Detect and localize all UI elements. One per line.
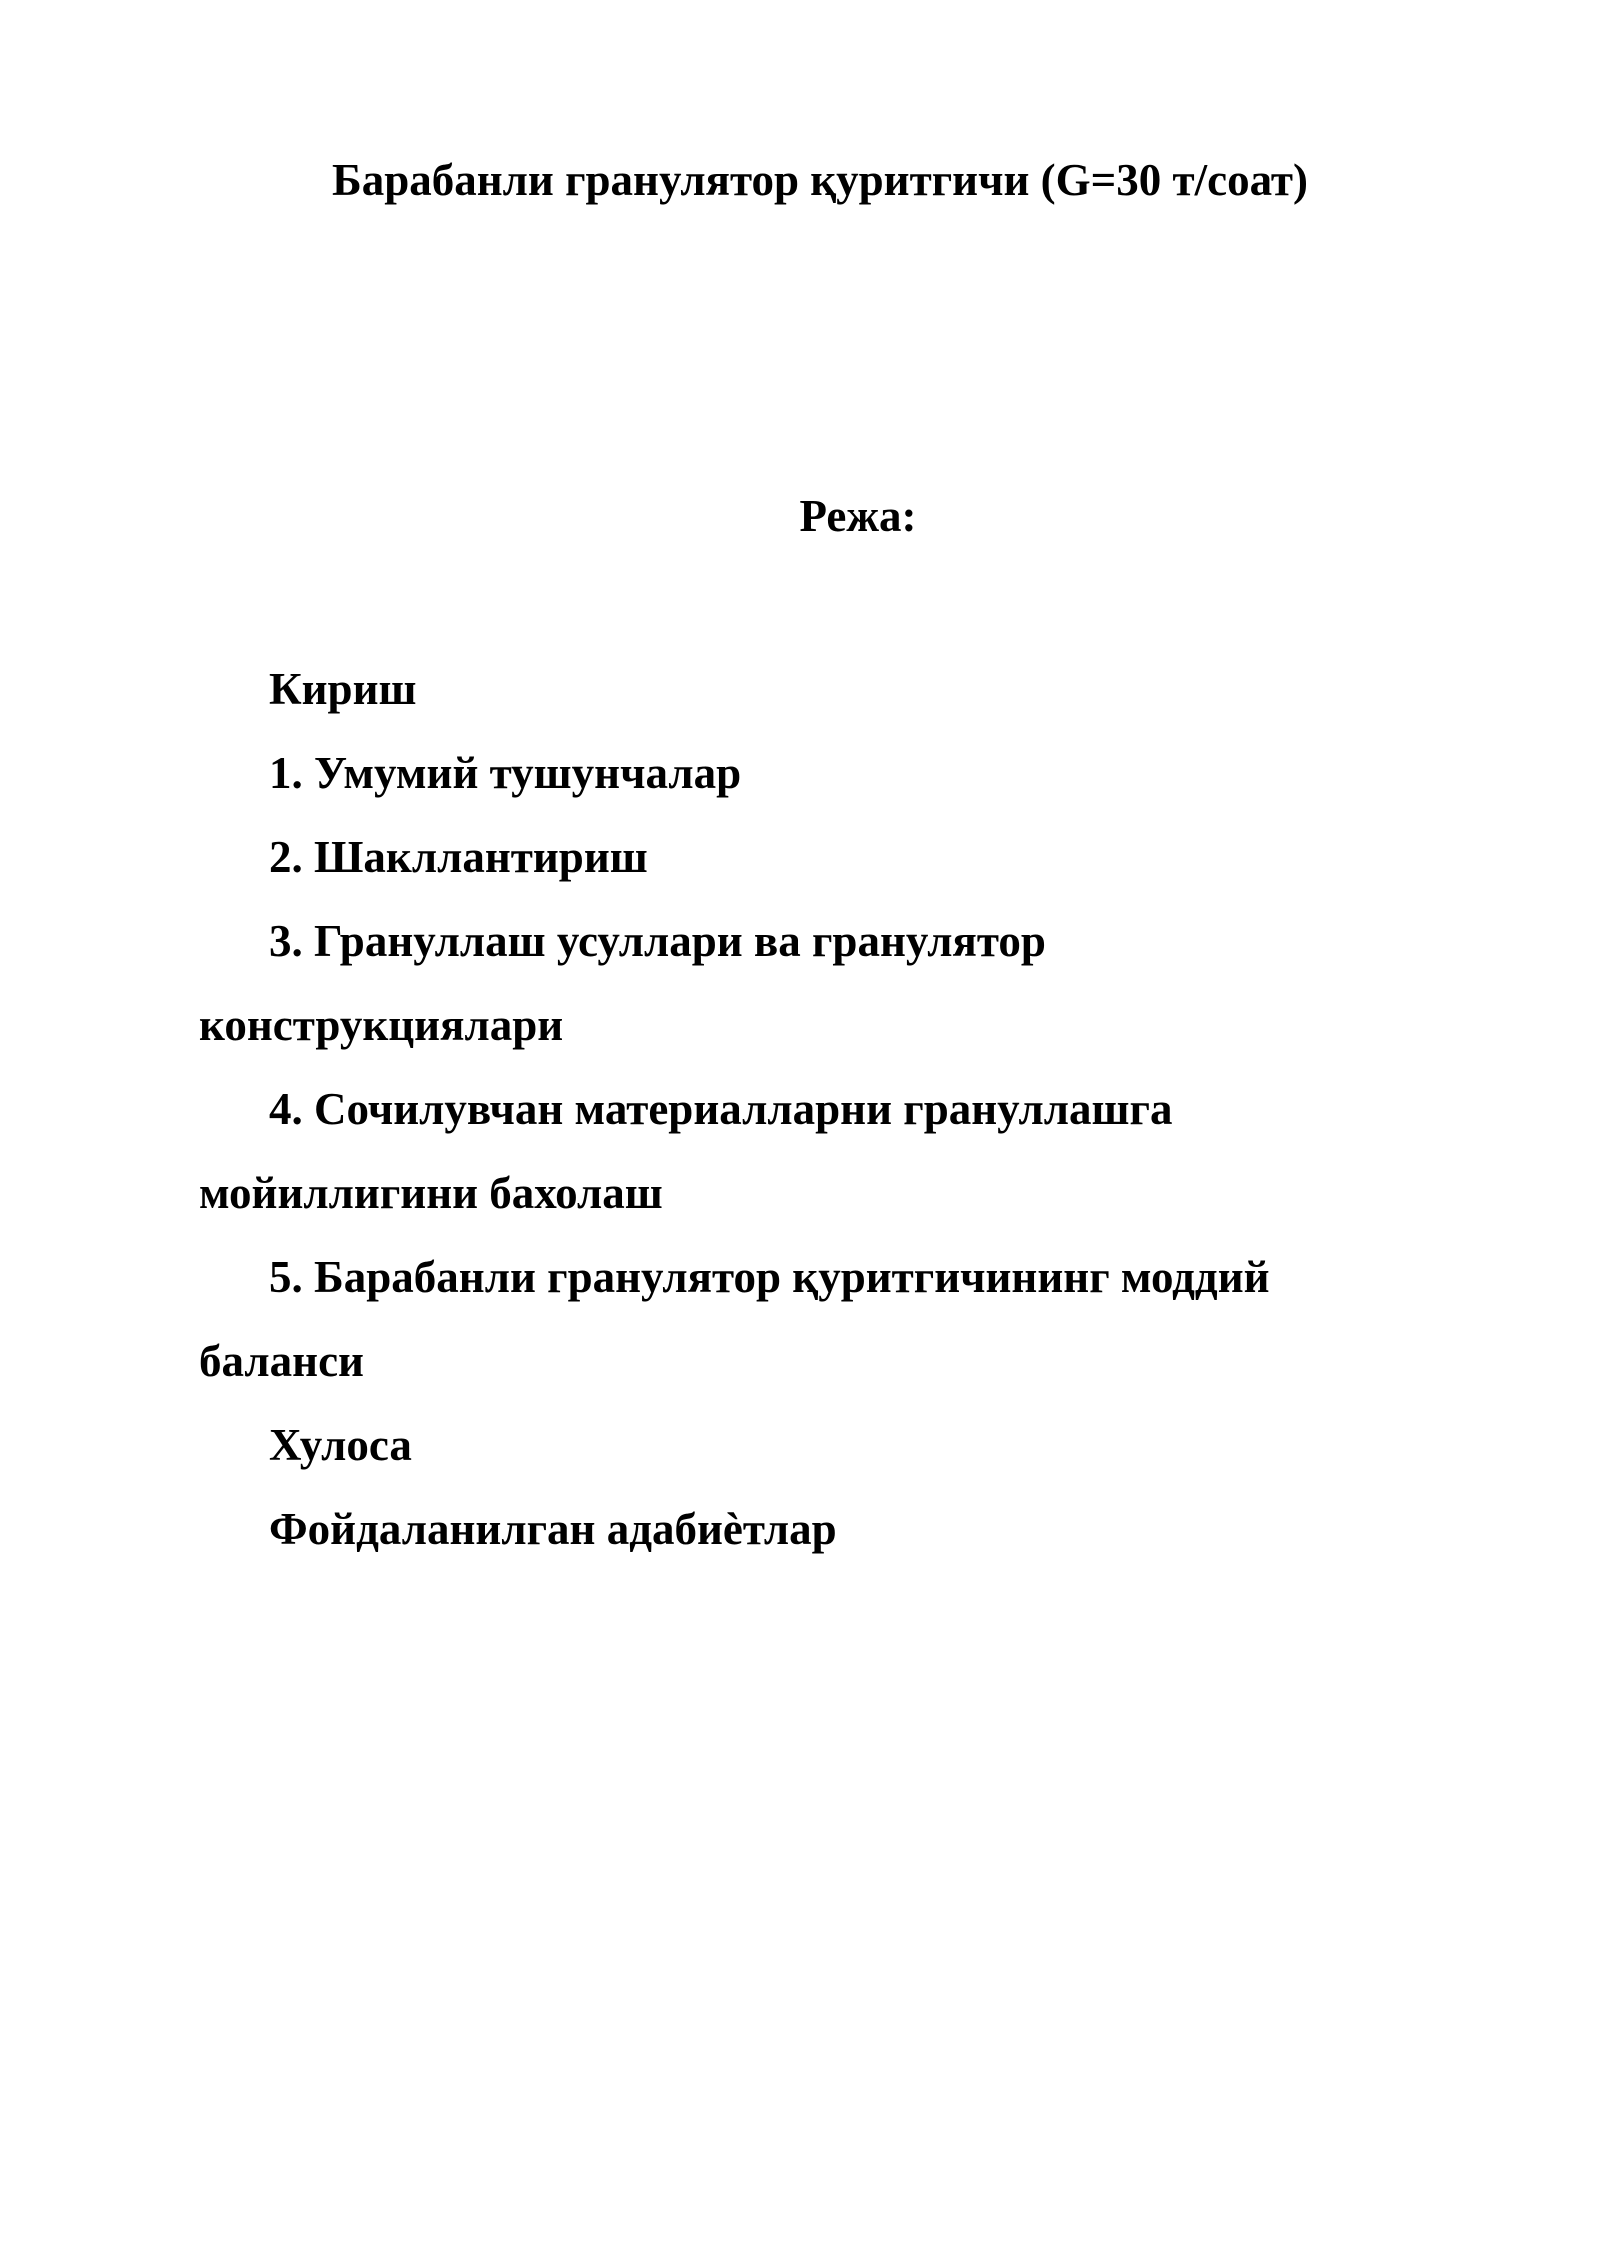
toc-item-2 — [199, 815, 1399, 899]
toc-line: Кириш — [269, 664, 417, 714]
toc-item-4 — [199, 1067, 1399, 1235]
table-of-contents — [199, 647, 1399, 1571]
toc-line: 2. Шакллантириш — [269, 832, 648, 882]
toc-item-references — [199, 1487, 1399, 1571]
plan-heading: Режа: — [799, 491, 917, 541]
toc-line: 3. Грануллаш усуллари ва гранулятор — [269, 916, 1046, 966]
toc-item-introduction — [199, 647, 1399, 731]
toc-line-continuation: баланси — [199, 1336, 364, 1386]
toc-item-3 — [199, 899, 1399, 1067]
toc-line: Хулоса — [269, 1420, 412, 1470]
toc-item-5 — [199, 1235, 1399, 1403]
toc-line-continuation: мойиллигини бахолаш — [199, 1168, 663, 1218]
toc-line: 5. Барабанли гранулятор қуритгичининг моддий — [269, 1252, 1270, 1302]
toc-line: Фойдаланилган адабиѐтлар — [269, 1504, 837, 1554]
toc-line: 4. Сочилувчан материалларни грануллашга — [269, 1084, 1173, 1134]
toc-line: 1. Умумий тушунчалар — [269, 748, 742, 798]
document-title: Барабанли гранулятор қуритгичи (G=30 т/соат) — [331, 155, 1309, 205]
toc-item-conclusion — [199, 1403, 1399, 1487]
toc-item-1 — [199, 731, 1399, 815]
toc-line-continuation: конструкциялари — [199, 1000, 564, 1050]
